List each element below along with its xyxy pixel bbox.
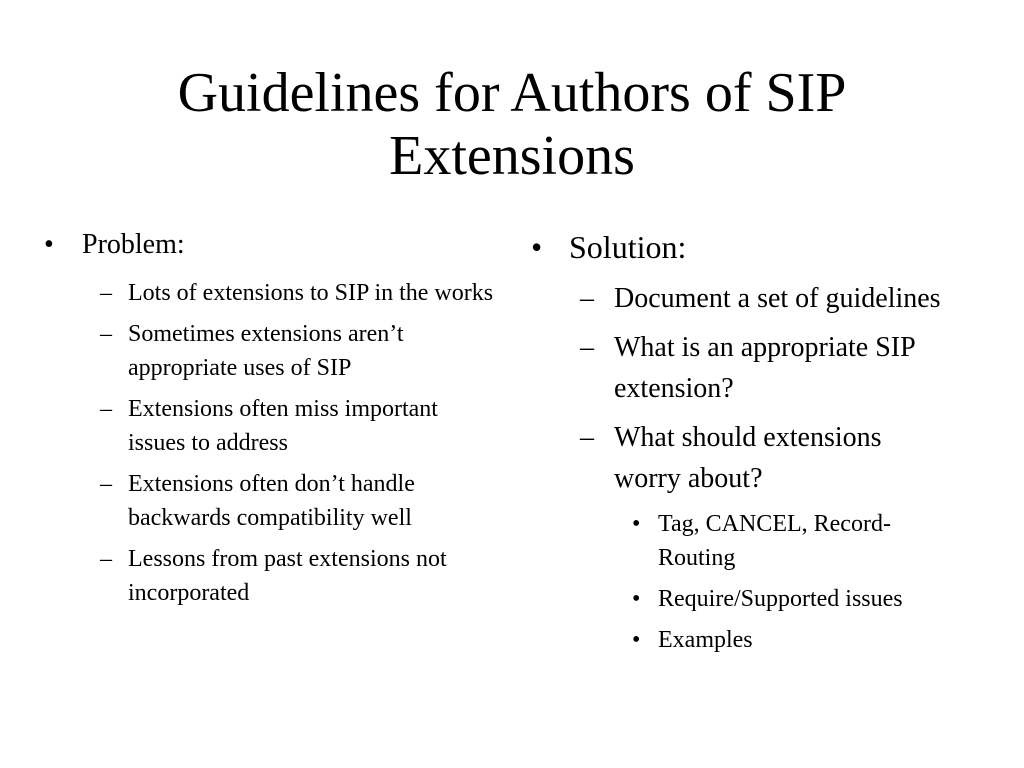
problem-column [44, 228, 504, 617]
solution-item [580, 278, 991, 319]
solution-item [580, 327, 991, 409]
problem-item-text: Sometimes extensions aren’t appropriate uses of SIP [128, 320, 404, 381]
title-line-2: Extensions [389, 125, 635, 188]
bullet-icon: • [632, 586, 641, 613]
problem-heading-text: Problem: [82, 229, 185, 260]
problem-item-text: Extensions often don’t handle backwards compatibility well [128, 470, 415, 531]
dash-icon: – [580, 332, 594, 364]
dash-icon: – [100, 545, 112, 572]
bullet-icon: • [531, 229, 543, 265]
problem-item [100, 276, 504, 310]
problem-item [100, 467, 504, 535]
solution-item [580, 417, 991, 499]
problem-item [100, 542, 504, 610]
solution-subitem-text: Require/Supported issues [658, 586, 903, 613]
problem-item [100, 392, 504, 460]
solution-subitem [632, 507, 991, 575]
dash-icon: – [100, 320, 112, 347]
bullet-icon: • [632, 627, 641, 654]
title-line-1: Guidelines for Authors of SIP [177, 62, 847, 124]
problem-item [100, 317, 504, 385]
dash-icon: – [100, 279, 112, 306]
solution-heading [531, 228, 991, 266]
solution-subitem [632, 582, 991, 616]
problem-item-text: Lots of extensions to SIP in the works [128, 279, 494, 306]
solution-item-text: Document a set of guidelines [614, 283, 941, 315]
solution-subitem-text: Examples [658, 627, 753, 654]
problem-item-text: Lessons from past extensions not incorporated [128, 545, 447, 606]
dash-icon: – [580, 422, 594, 454]
bullet-icon: • [44, 229, 54, 260]
solution-column [531, 228, 991, 664]
problem-item-text: Extensions often miss important issues to address [128, 395, 438, 456]
solution-item-text: What is an appropriate SIP extension? [614, 332, 915, 405]
solution-subitem-text: Tag, CANCEL, Record-Routing [658, 511, 891, 572]
solution-heading-text: Solution: [569, 229, 687, 265]
solution-item-text: What should extensions worry about? [614, 422, 882, 495]
bullet-icon: • [632, 511, 641, 538]
dash-icon: – [100, 470, 112, 497]
problem-heading [44, 228, 504, 262]
dash-icon: – [580, 283, 594, 315]
dash-icon: – [100, 395, 112, 422]
slide-title [0, 62, 1024, 189]
solution-subitem [632, 623, 991, 657]
